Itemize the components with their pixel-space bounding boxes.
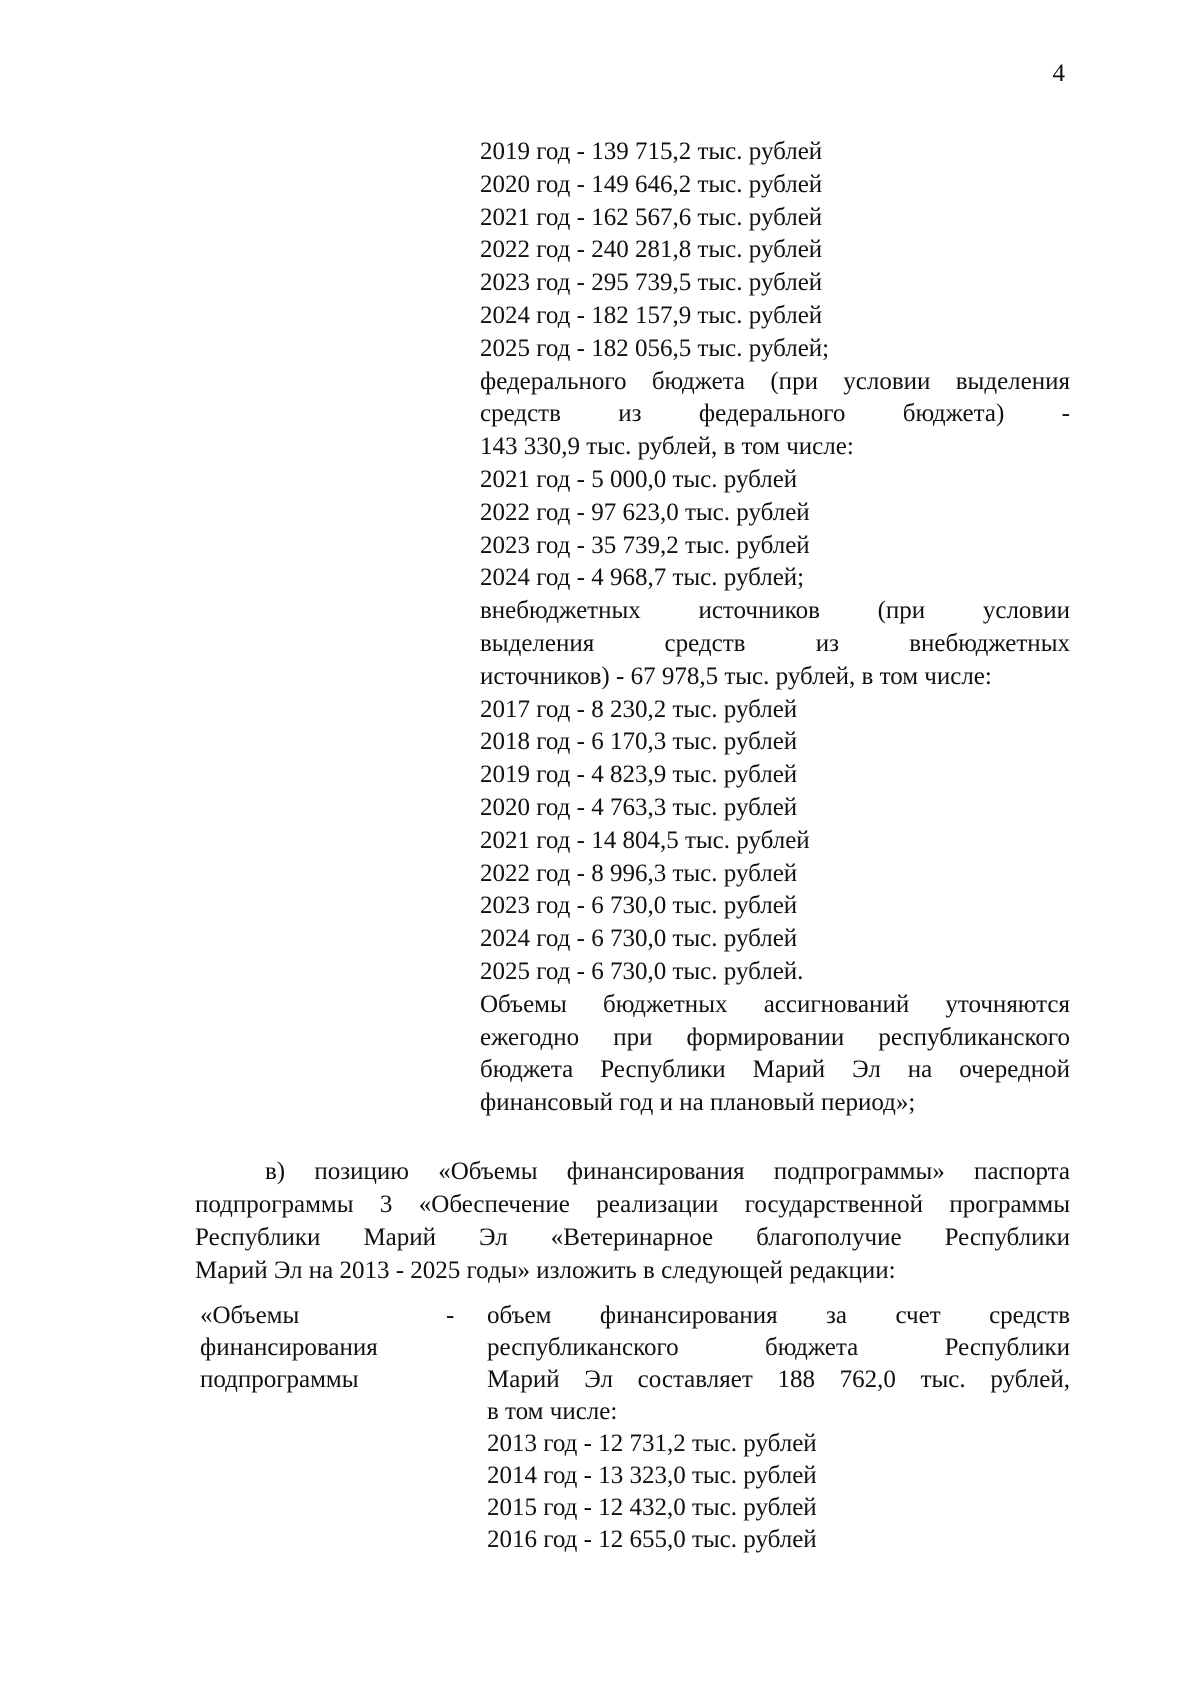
extrabudget-text: внебюджетных источников (при условии [480, 597, 1070, 625]
label-line: «Объемы [200, 1302, 300, 1329]
federal-budget-text: федерального бюджета (при условии выделения [480, 367, 1070, 395]
paragraph-line: подпрограммы 3 «Обеспечение реализации государственной программы [195, 1191, 1070, 1218]
budget-note: бюджета Республики Марий Эл на очередной [480, 1056, 1070, 1084]
extrabudget-year-line: 2018 год - 6 170,3 тыс. рублей [480, 728, 798, 756]
year-line: 2021 год - 162 567,6 тыс. рублей [480, 203, 823, 231]
extrabudget-year-line: 2019 год - 4 823,9 тыс. рублей [480, 761, 798, 789]
funding-continuation [480, 136, 1070, 1120]
table-year-line: 2014 год - 13 323,0 тыс. рублей [487, 1462, 817, 1489]
extrabudget-total: источников) - 67 978,5 тыс. рублей, в том числе: [480, 662, 992, 690]
table-content-cell [487, 1300, 1070, 1556]
extrabudget-year-line: 2020 год - 4 763,3 тыс. рублей [480, 793, 798, 821]
federal-year-line: 2024 год - 4 968,7 тыс. рублей; [480, 564, 805, 592]
item-c-paragraph [195, 1155, 1070, 1287]
federal-year-line: 2022 год - 97 623,0 тыс. рублей [480, 498, 810, 526]
year-line: 2020 год - 149 646,2 тыс. рублей [480, 170, 823, 198]
paragraph-line: Республики Марий Эл «Ветеринарное благополучие Республики [195, 1224, 1070, 1251]
budget-note: Объемы бюджетных ассигнований уточняются [480, 990, 1070, 1018]
extrabudget-year-line: 2023 год - 6 730,0 тыс. рублей [480, 892, 798, 920]
year-line: 2022 год - 240 281,8 тыс. рублей [480, 236, 823, 264]
page-number: 4 [1052, 60, 1065, 87]
paragraph-line: в) позицию «Объемы финансирования подпрограммы» паспорта [265, 1158, 1070, 1185]
year-line: 2025 год - 182 056,5 тыс. рублей; [480, 334, 830, 362]
year-line: 2019 год - 139 715,2 тыс. рублей [480, 138, 823, 165]
table-dash: - [446, 1302, 455, 1329]
year-line: 2023 год - 295 739,5 тыс. рублей [480, 269, 823, 297]
extrabudget-text: выделения средств из внебюджетных [480, 629, 1070, 657]
federal-year-line: 2023 год - 35 739,2 тыс. рублей [480, 531, 810, 559]
content-line: в том числе: [487, 1398, 618, 1425]
content-line: республиканского бюджета Республики [487, 1334, 1070, 1361]
extrabudget-year-line: 2017 год - 8 230,2 тыс. рублей [480, 695, 798, 723]
year-line: 2024 год - 182 157,9 тыс. рублей [480, 301, 823, 329]
table-year-line: 2013 год - 12 731,2 тыс. рублей [487, 1430, 817, 1457]
federal-budget-total: 143 330,9 тыс. рублей, в том числе: [480, 433, 854, 461]
content-line: Марий Эл составляет 188 762,0 тыс. рублей, [487, 1366, 1070, 1393]
extrabudget-year-line: 2024 год - 6 730,0 тыс. рублей [480, 925, 798, 953]
budget-note: ежегодно при формировании республиканского [480, 1023, 1070, 1051]
paragraph-line: Марий Эл на 2013 - 2025 годы» изложить в следующей редакции: [195, 1257, 896, 1284]
federal-budget-text: средств из федерального бюджета) - [480, 400, 1070, 428]
table-year-line: 2015 год - 12 432,0 тыс. рублей [487, 1494, 817, 1521]
extrabudget-year-line: 2025 год - 6 730,0 тыс. рублей. [480, 957, 804, 985]
content-line: объем финансирования за счет средств [487, 1302, 1070, 1329]
table-year-line: 2016 год - 12 655,0 тыс. рублей [487, 1526, 817, 1553]
budget-note: финансовый год и на плановый период»; [480, 1089, 916, 1117]
extrabudget-year-line: 2021 год - 14 804,5 тыс. рублей [480, 826, 810, 854]
federal-year-line: 2021 год - 5 000,0 тыс. рублей [480, 465, 798, 493]
table-label-cell [200, 1300, 440, 1396]
extrabudget-year-line: 2022 год - 8 996,3 тыс. рублей [480, 859, 798, 887]
label-line: подпрограммы [200, 1366, 359, 1393]
label-line: финансирования [200, 1334, 378, 1361]
